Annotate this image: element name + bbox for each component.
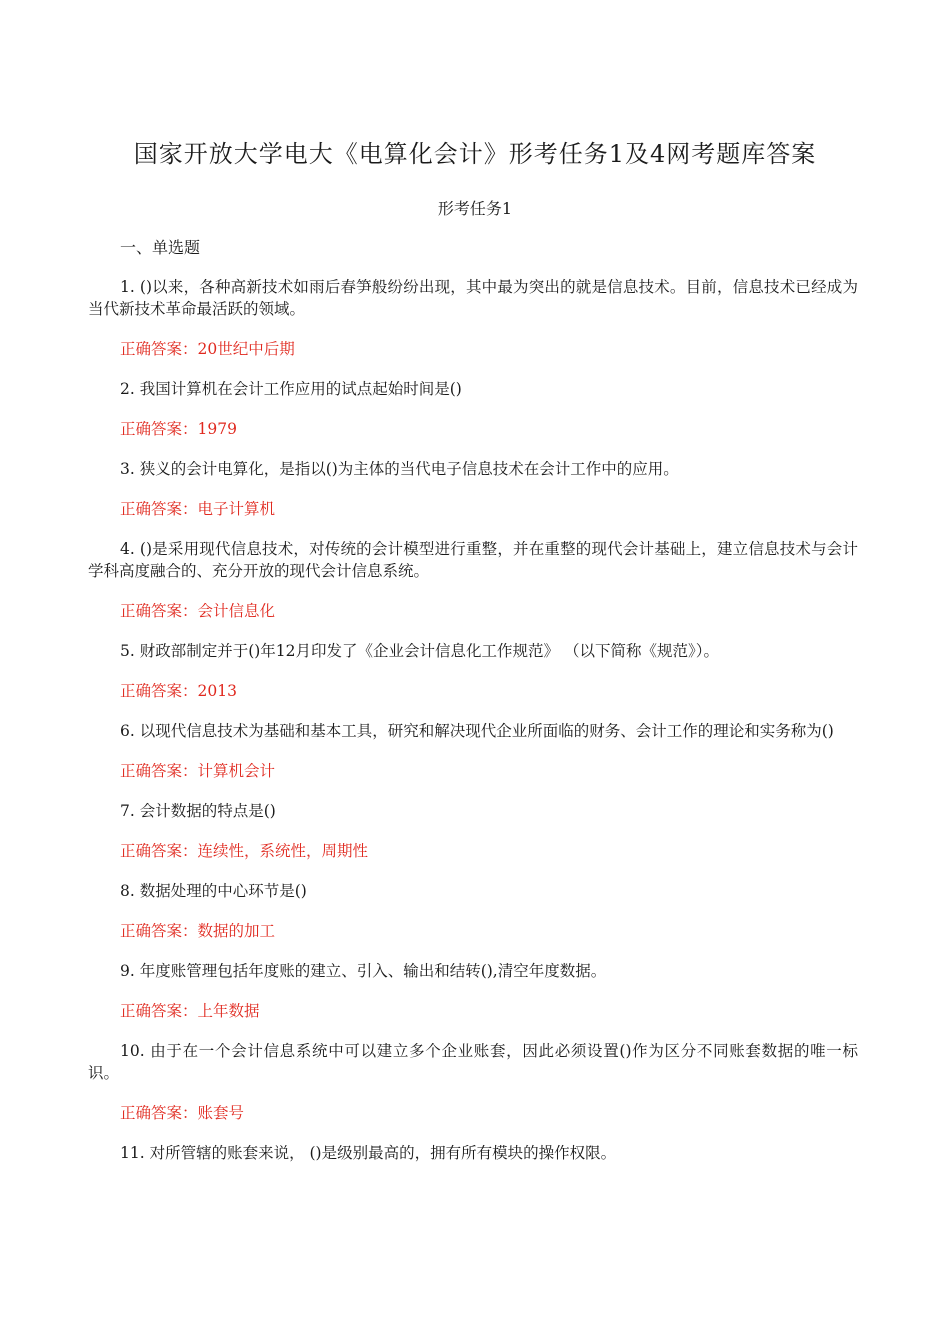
answer-value: 会计信息化: [197, 602, 276, 620]
question-text: 4. ()是采用现代信息技术，对传统的会计模型进行重整，并在重整的现代会计基础上，建立信息技术与会计学科高度融合的、充分开放的现代会计信息系统。: [88, 540, 858, 580]
answer-label: 正确答案：: [120, 762, 198, 780]
question-text: 8. 数据处理的中心环节是(): [120, 882, 307, 900]
question-text: 7. 会计数据的特点是(): [120, 802, 276, 820]
answer-label: 正确答案：: [120, 1104, 198, 1122]
answer-label: 正确答案：: [120, 500, 198, 518]
answer-value: 上年数据: [197, 1002, 260, 1020]
correct-answer: [120, 600, 858, 622]
answer-value: 连续性，系统性，周期性: [197, 842, 369, 860]
correct-answer: [120, 338, 858, 360]
answer-value: 计算机会计: [197, 762, 276, 780]
question-text: 11. 对所管辖的账套来说， ()是级别最高的，拥有所有模块的操作权限。: [120, 1144, 617, 1162]
answer-value: 20世纪中后期: [197, 340, 295, 358]
question-item: [88, 1142, 858, 1164]
correct-answer: [120, 1000, 858, 1022]
question-item: [88, 720, 858, 782]
answer-label: 正确答案：: [120, 602, 198, 620]
question-list: [88, 276, 858, 1182]
section-title: 形考任务1: [437, 199, 513, 218]
question-text: 9. 年度账管理包括年度账的建立、引入、输出和结转(),清空年度数据。: [120, 962, 607, 980]
correct-answer: [120, 498, 858, 520]
correct-answer: [120, 760, 858, 782]
question-item: [88, 960, 858, 1022]
answer-label: 正确答案：: [120, 842, 198, 860]
answer-label: 正确答案：: [120, 420, 198, 438]
question-item: [88, 1040, 858, 1124]
answer-label: 正确答案：: [120, 340, 198, 358]
question-item: [88, 276, 858, 360]
document-title: 国家开放大学电大《电算化会计》形考任务1及4网考题库答案: [133, 140, 817, 168]
question-text: 10. 由于在一个会计信息系统中可以建立多个企业账套，因此必须设置()作为区分不同账套数据的唯一标识。: [88, 1042, 858, 1082]
question-text: 3. 狭义的会计电算化，是指以()为主体的当代电子信息技术在会计工作中的应用。: [120, 460, 679, 478]
answer-value: 数据的加工: [197, 922, 276, 940]
answer-value: 电子计算机: [197, 500, 276, 518]
answer-label: 正确答案：: [120, 1002, 198, 1020]
part-heading: 一、单选题: [120, 238, 201, 257]
correct-answer: [120, 1102, 858, 1124]
answer-value: 2013: [197, 682, 237, 700]
question-item: [88, 640, 858, 702]
correct-answer: [120, 840, 858, 862]
question-item: [88, 538, 858, 622]
question-text: 1. ()以来，各种高新技术如雨后春笋般纷纷出现，其中最为突出的就是信息技术。目前，信息技术已经成为当代新技术革命最活跃的领域。: [88, 278, 858, 318]
answer-label: 正确答案：: [120, 682, 198, 700]
question-text: 2. 我国计算机在会计工作应用的试点起始时间是(): [120, 380, 462, 398]
answer-label: 正确答案：: [120, 922, 198, 940]
correct-answer: [120, 680, 858, 702]
answer-value: 账套号: [197, 1104, 245, 1122]
question-item: [88, 880, 858, 942]
question-text: 6. 以现代信息技术为基础和基本工具，研究和解决现代企业所面临的财务、会计工作的理论和实务称为(): [120, 722, 834, 740]
question-item: [88, 800, 858, 862]
answer-value: 1979: [197, 420, 237, 438]
correct-answer: [120, 418, 858, 440]
question-item: [88, 378, 858, 440]
question-item: [88, 458, 858, 520]
correct-answer: [120, 920, 858, 942]
question-text: 5. 财政部制定并于()年12月印发了《企业会计信息化工作规范》 （以下简称《规范》）。: [120, 642, 719, 660]
